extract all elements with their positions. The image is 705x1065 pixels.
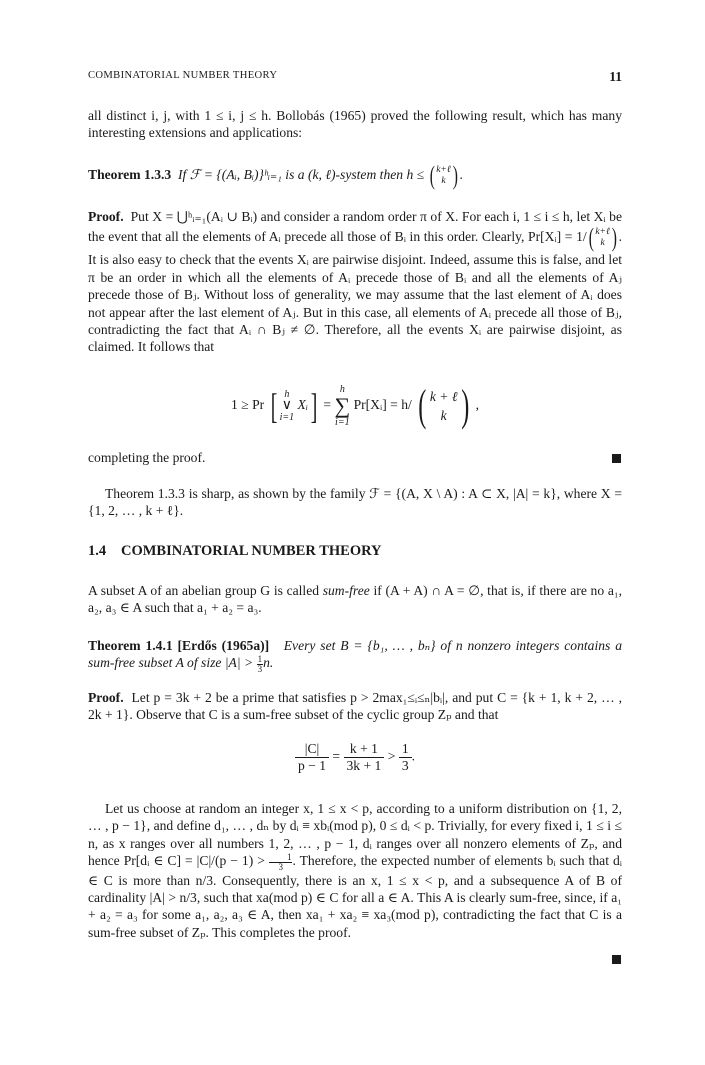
proof-closing [88, 449, 622, 466]
sum-upper: h [339, 384, 345, 395]
closing-text: completing the proof. [88, 450, 206, 465]
def-text-a: A subset A of an abelian group G is called [88, 583, 323, 598]
proof-text-2a: Let us choose at random an integer x, 1 ≤ x < p, according to a uniform distribution on {1, 2, … , p − 1}, and define d₁, … , dₙ by dᵢ ≡ xbᵢ(mod p), 0 ≤ dᵢ < p. Trivially, for every fixed i, 1 ≤ i ≤ n, as x ranges over all numbers 1, 2, … , p − 1, dᵢ ranges over all nonzero elements of Zₚ, and hence Pr[dᵢ ∈ C] = |C|/(p − 1) > [88, 801, 622, 869]
defined-term: sum-free [322, 583, 370, 598]
binom-top: k + ℓ [429, 389, 458, 404]
union-upper: h [284, 389, 290, 400]
binomial-coefficient: ( k + ℓ k ) [418, 381, 469, 430]
proof-1-3-3 [88, 208, 622, 356]
frac-num: 1 [257, 653, 263, 664]
section-number: 1.4 [88, 543, 107, 559]
proof-text-2: . It is also easy to check that the events Xᵢ are pairwise disjoint. Indeed, assume this is false, and let π be an order in which all the elements of Aᵢ precede those of Bᵢ and all the elements of Aⱼ precede those of Bⱼ. Without loss of generality, we may assume that the last element of Aᵢ does not appear after the last element of Aⱼ. But in this case, all elements of Aᵢ precede all those of Bⱼ, contradicting the fact that Aᵢ ∩ Bⱼ ≠ ∅. Therefore, all the events Xᵢ are pairwise disjoint, as claimed. It follows that [88, 229, 622, 355]
fraction [344, 741, 385, 774]
eq-lhs: 1 ≥ Pr [231, 397, 265, 413]
display-equation-ratio [88, 741, 622, 774]
section-heading [88, 543, 382, 560]
fraction [399, 741, 412, 774]
sum-lower: i=1 [335, 417, 350, 428]
frac-den: p − 1 [297, 758, 327, 773]
proof-text-2b: . Therefore, the expected number of elements bᵢ such that dᵢ ∈ C is more than n/3. Consequently, there is an x, 1 ≤ x < p, and a subsequence A of B of cardinality |A| > n/3, such that xa(mod p) ∈ C for all a ∈ A. This A is clearly sum-free, since, if a₁ + a₂ = a₃ for some a₁, a₂, a₃ ∈ A, then xa₁ + xa₂ ≡ xa₃(mod p), contradicting the fact that C is a sum-free subset of Zₚ. This completes the proof. [88, 853, 623, 940]
binom-top: k+ℓ [595, 227, 610, 238]
theorem-statement: If ℱ = {(Aᵢ, Bᵢ)}ʰᵢ₌₁ is a (k, ℓ)-system then h ≤ [178, 167, 425, 183]
frac-num: 1 [269, 853, 293, 863]
fraction [295, 741, 329, 774]
intro-paragraph [88, 107, 622, 142]
theorem-statement: Every set B = {b₁, … , bₙ} of n nonzero integers contains a sum-free subset A of size |A| > [88, 638, 622, 671]
binom-bottom: k [600, 238, 605, 249]
fraction [269, 853, 293, 872]
frac-num: |C| [295, 741, 329, 758]
eq-equals: = [323, 397, 332, 413]
section-title: COMBINATORIAL NUMBER THEORY [121, 543, 382, 559]
binom-bottom: k [440, 408, 447, 423]
eq-equals: = [332, 748, 341, 764]
eq-end: . [411, 748, 416, 764]
proof-text-1: Put X = ⋃ʰᵢ₌₁(Aᵢ ∪ Bᵢ) and consider a random order π of X. For each i, 1 ≤ i ≤ h, let Xᵢ be the event that all the elements of Aᵢ precede all those of Bᵢ in this order. Clearly, Pr[Xᵢ] = 1/ [88, 209, 622, 245]
frac-num: k + 1 [344, 741, 385, 758]
eq-sum-term: Pr[Xᵢ] = h/ [353, 397, 412, 413]
qed-square [612, 955, 621, 964]
theorem-label: Theorem 1.4.1 [Erdős (1965a)] [88, 638, 270, 653]
display-equation-prob: 1 ≥ Pr [ h ∨ i=1 Xᵢ] = h ∑ i=1 Pr[Xᵢ] = h/ ( k + ℓ k ) , [231, 381, 479, 430]
frac-den: 3 [278, 861, 283, 872]
union-operator [280, 389, 295, 423]
union-lower: i=1 [279, 412, 295, 423]
or-symbol: ∨ [281, 398, 292, 413]
theorem-label: Theorem 1.3.3 [88, 167, 172, 183]
eq-greater: > [387, 748, 396, 764]
running-header [88, 70, 622, 86]
eq-inner: Xᵢ [297, 397, 308, 413]
eq-tail: , [475, 397, 479, 413]
theorem-1-3-3: Theorem 1.3.3 If ℱ = {(Aᵢ, Bᵢ)}ʰᵢ₌₁ is a (k, ℓ)-system then h ≤ ( k+ℓ k ) . [88, 161, 463, 190]
page-number: 11 [609, 69, 622, 84]
binom-bottom: k [441, 176, 446, 186]
running-title: COMBINATORIAL NUMBER THEORY [88, 70, 278, 81]
sum-operator: h ∑ i=1 [334, 384, 351, 428]
proof-1-4-1-continued [88, 800, 622, 941]
proof-1-4-1 [88, 689, 622, 724]
binom-top: k+ℓ [436, 165, 451, 175]
theorem-statement-end: n. [263, 655, 274, 671]
frac-num: 1 [399, 741, 412, 758]
binomial-coefficient: ( k+ℓ k ) [588, 223, 617, 253]
qed-square [612, 454, 621, 463]
proof-text-1: Let p = 3k + 2 be a prime that satisfies p > 2max₁≤ᵢ≤ₙ|bᵢ|, and put C = {k + 1, k + 2, … , 2k + 1}. Observe that C is a sum-free subset of the cyclic group Zₚ and that [88, 690, 623, 723]
remark-text: Theorem 1.3.3 is sharp, as shown by the family ℱ = {(A, X \ A) : A ⊂ X, |A| = k}, where X = {1, 2, … , k + ℓ}. [88, 486, 622, 519]
proof-label: Proof. [88, 690, 124, 705]
binomial-coefficient: ( k+ℓ k ) [429, 161, 458, 190]
remark-paragraph [88, 485, 622, 520]
sumfree-definition [88, 582, 622, 617]
frac-den: 3 [401, 758, 409, 773]
def-text-b: if (A + A) ∩ A = ∅, that is, if there are no a₁, a₂, a₃ ∈ A such that a₁ + a₂ = a₃. [88, 583, 622, 616]
intro-text: all distinct i, j, with 1 ≤ i, j ≤ h. Bollobás (1965) proved the following result, which has many interesting extensions and applications: [88, 108, 622, 141]
theorem-1-4-1 [88, 637, 622, 674]
frac-den: 3k + 1 [346, 758, 382, 773]
frac-den: 3 [257, 663, 263, 674]
proof-label: Proof. [88, 209, 124, 224]
